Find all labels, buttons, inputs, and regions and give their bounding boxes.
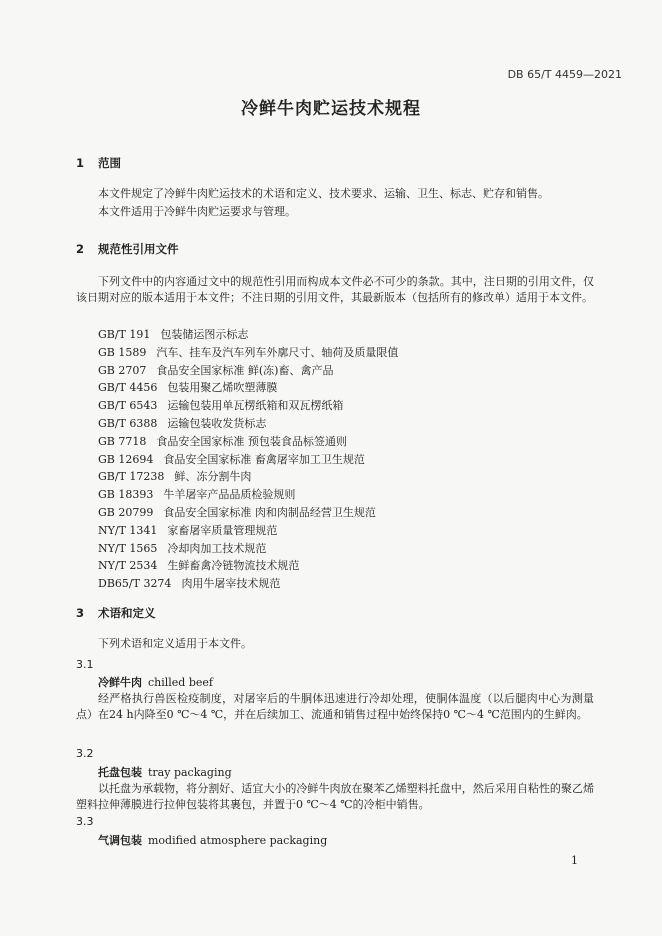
reference-code: NY/T 1341 (98, 523, 158, 537)
reference-item (98, 379, 398, 397)
section-title: 规范性引用文件 (98, 242, 179, 256)
reference-title: 包装储运图示标志 (160, 328, 249, 341)
reference-title: 汽车、挂车及汽车列车外廓尺寸、轴荷及质量限值 (156, 345, 399, 359)
reference-item (98, 397, 398, 415)
section-title: 术语和定义 (98, 606, 156, 620)
reference-title: 肉用牛屠宰技术规范 (181, 577, 281, 591)
reference-item (98, 451, 398, 469)
section-number: 2 (76, 242, 85, 256)
reference-title: 鲜、冻分割牛肉 (174, 470, 252, 484)
section-title: 范围 (98, 156, 122, 170)
reference-code: GB 20799 (98, 505, 154, 519)
clause-number: 3.1 (76, 658, 94, 671)
scope-paragraph-2: 本文件适用于冷鲜牛肉贮运要求与管理。 (98, 205, 296, 218)
reference-code: GB 2707 (98, 363, 147, 377)
reference-code: GB/T 191 (98, 328, 151, 341)
terms-intro: 下列术语和定义适用于本文件。 (98, 637, 252, 650)
term-en: tray packaging (148, 766, 232, 779)
reference-title: 牛羊屠宰产品品质检验规则 (163, 488, 296, 502)
reference-item (98, 486, 398, 504)
term-entry (98, 674, 213, 690)
reference-title: 生鲜畜禽冷链物流技术规范 (167, 559, 300, 573)
term-cn: 气调包装 (98, 834, 142, 847)
scope-paragraph-1: 本文件规定了冷鲜牛肉贮运技术的术语和定义、技术要求、运输、卫生、标志、贮存和销售。 (98, 187, 549, 200)
reference-item (98, 362, 398, 380)
term-definition: 经严格执行兽医检疫制度，对屠宰后的牛胴体迅速进行冷却处理，使胴体温度（以后腿肉中心为测量点）在24 h内降至0 ℃～4 ℃，并在后续加工、流通和销售过程中始终保持0 ℃～4 ℃范围内的生鲜肉。 (76, 692, 594, 721)
reference-code: GB/T 6543 (98, 399, 158, 413)
reference-item (98, 540, 398, 558)
reference-item (98, 557, 398, 575)
section-2-heading (76, 241, 179, 257)
reference-item (98, 415, 398, 433)
reference-title: 包装用聚乙烯吹塑薄膜 (167, 381, 278, 395)
reference-title: 食品安全国家标准 预包装食品标签通则 (156, 434, 347, 448)
reference-item (98, 326, 398, 344)
reference-item (98, 504, 398, 522)
reference-item (98, 344, 398, 362)
section-1-heading (76, 155, 121, 171)
reference-item (98, 522, 398, 540)
term-en: chilled beef (148, 676, 213, 689)
page-number: 1 (571, 854, 578, 867)
reference-item (98, 433, 398, 451)
reference-code: NY/T 1565 (98, 541, 158, 555)
reference-title: 冷却肉加工技术规范 (167, 541, 267, 555)
reference-list (98, 326, 398, 593)
term-cn: 托盘包装 (98, 766, 142, 779)
term-cn: 冷鲜牛肉 (98, 676, 142, 689)
reference-code: DB65/T 3274 (98, 577, 172, 591)
reference-title: 家畜屠宰质量管理规范 (167, 523, 278, 537)
term-en: modified atmosphere packaging (148, 834, 328, 847)
references-intro: 下列文件中的内容通过文中的规范性引用而构成本文件必不可少的条款。其中，注日期的引用文件，仅该日期对应的版本适用于本文件；不注日期的引用文件，其最新版本（包括所有的修改单）适用于本文件。 (76, 275, 594, 304)
section-number: 1 (76, 156, 85, 170)
reference-code: GB/T 17238 (98, 470, 165, 484)
term-entry (98, 832, 327, 848)
reference-title: 运输包装收发货标志 (167, 416, 267, 430)
term-entry (98, 764, 232, 780)
standard-number: DB 65/T 4459—2021 (507, 68, 622, 81)
reference-code: GB 7718 (98, 434, 147, 448)
clause-number: 3.2 (76, 747, 94, 760)
reference-code: GB 1589 (98, 345, 147, 359)
reference-code: GB/T 6388 (98, 416, 158, 430)
section-number: 3 (76, 606, 85, 620)
reference-title: 食品安全国家标准 肉和肉制品经营卫生规范 (163, 505, 376, 519)
reference-code: GB 12694 (98, 452, 154, 466)
reference-item (98, 468, 398, 486)
reference-code: GB/T 4456 (98, 381, 158, 395)
clause-number: 3.3 (76, 815, 94, 828)
reference-title: 食品安全国家标准 鲜(冻)畜、禽产品 (156, 363, 334, 377)
reference-title: 运输包装用单瓦楞纸箱和双瓦楞纸箱 (167, 399, 344, 413)
reference-code: NY/T 2534 (98, 559, 158, 573)
term-definition: 以托盘为承载物，将分割好、适宜大小的冷鲜牛肉放在聚苯乙烯塑料托盘中，然后采用自粘性的聚乙烯塑料拉伸薄膜进行拉伸包装将其裹包，并置于0 ℃～4 ℃的冷柜中销售。 (76, 782, 594, 811)
reference-item (98, 575, 398, 593)
reference-code: GB 18393 (98, 488, 154, 502)
document-title: 冷鲜牛肉贮运技术规程 (241, 99, 421, 119)
section-3-heading (76, 605, 156, 621)
reference-title: 食品安全国家标准 畜禽屠宰加工卫生规范 (163, 452, 365, 466)
